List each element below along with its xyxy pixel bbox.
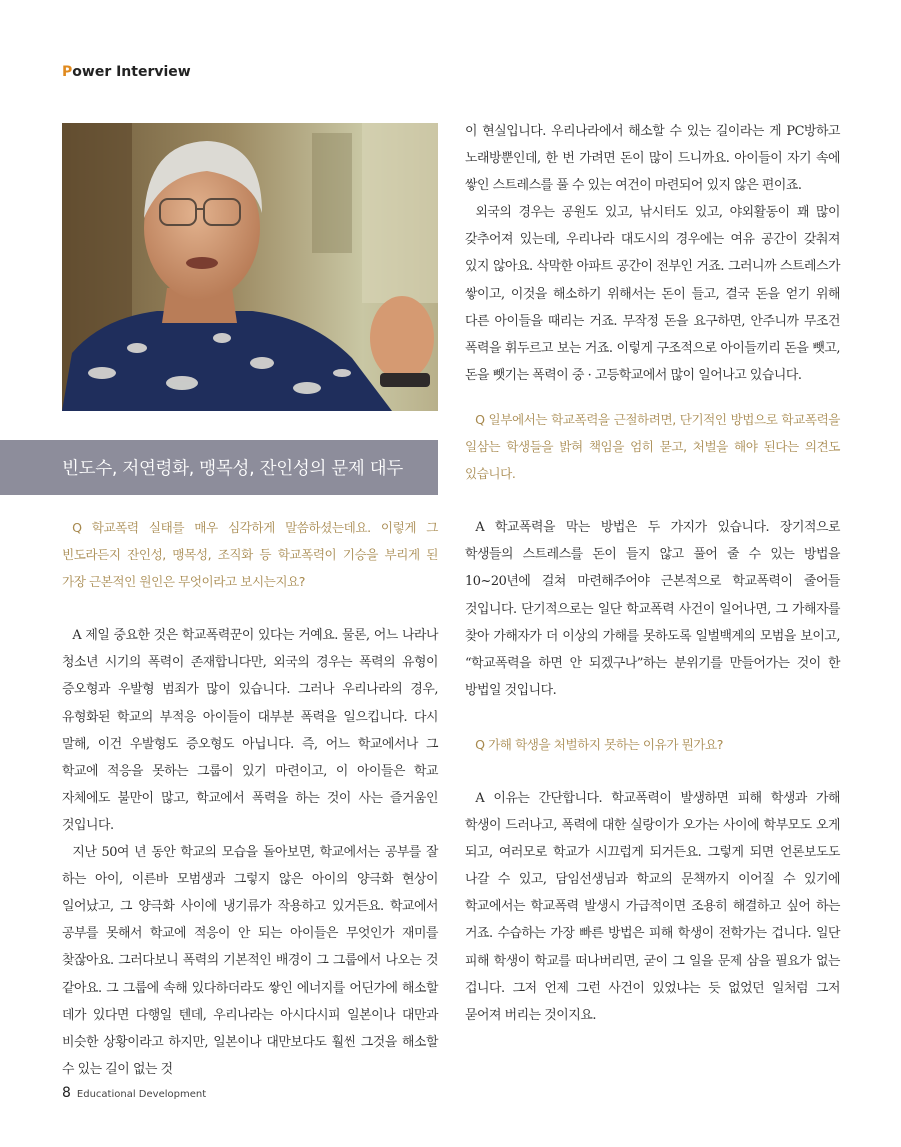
page-number: 8 bbox=[62, 1085, 71, 1101]
question-1: Q 학교폭력 실태를 매우 심각하게 말씀하셨는데요. 이렇게 그 빈도라든지 잔인성, 맹목성, 조직화 등 학교폭력이 기승을 부리게 된 가장 근본적인 원인은 무엇이라고 보시는지요? bbox=[62, 520, 438, 590]
answer-1-paragraph-1: A 제일 중요한 것은 학교폭력꾼이 있다는 거예요. 물론, 어느 나라나 청소년 시기의 폭력이 존재합니다만, 외국의 경우는 폭력의 유형이 증오형과 우발형 범죄가 많이 있습니다. 그러나 우리나라의 경우, 유형화된 학교의 부적응 아이들이 대부분 폭력을 일으킵니다. 다시 말해, 이건 우발형도 증오형도 아닙니다. 즉, 어느 학교에서나 그 학교에 적응을 못하는 그룹이 있기 마련이고, 이 아이들은 학교 자체에도 불만이 많고, 학교에서 폭력을 하는 것이 사는 즐거움인 것입니다. bbox=[62, 628, 438, 833]
page-footer bbox=[62, 1082, 206, 1101]
left-column bbox=[62, 514, 438, 1083]
publication-name: Educational Development bbox=[76, 1089, 207, 1100]
section-title-bar bbox=[0, 440, 438, 495]
right-column bbox=[465, 118, 840, 1029]
question-3: Q 가해 학생을 처벌하지 못하는 이유가 뭔가요? bbox=[475, 736, 723, 752]
interviewee-photo bbox=[62, 123, 438, 411]
running-header bbox=[62, 64, 191, 80]
answer-1-paragraph-2: 지난 50여 년 동안 학교의 모습을 돌아보면, 학교에서는 공부를 잘 하는 아이, 이른바 모범생과 그렇지 않은 아이의 양극화 현상이 일어났고, 그 양극화 사이에 냉기류가 작용하고 있거든요. 학교에서 공부를 못해서 학교에 적응이 안 되는 아이들은 무엇인가 재미를 찾잖아요. 그러다보니 폭력의 기본적인 배경이 그 그룹에서 나오는 것 같아요. 그 그룹에 속해 있다하더라도 쌓인 에너지를 어딘가에 해소할 데가 있다면 다행일 텐데, 우리나라는 아시다시피 일본이나 대만과 비슷한 상황이라고 하지만, 일본이나 대만보다도 훨씬 그것을 해소할 수 있는 길이 없는 것 bbox=[62, 845, 438, 1077]
answer-3: A 이유는 간단합니다. 학교폭력이 발생하면 피해 학생과 가해 학생이 드러나고, 폭력에 대한 실랑이가 오가는 사이에 학부모도 오게 되고, 여러모로 학교가 시끄럽게 되거든요. 그렇게 되면 언론보도도 나갈 수 있고, 담임선생님과 학교의 문책까지 이어질 수 있기에 학교에서는 학교폭력 발생시 가급적이면 조용히 해결하고 싶어 하는 거죠. 수습하는 가장 빠른 방법은 피해 학생이 전학가는 겁니다. 일단 피해 학생이 학교를 떠나버리면, 굳이 그 일을 문제 삼을 필요가 없는 겁니다. 그저 언제 그런 사건이 있었냐는 듯 없었던 일처럼 그저 묻어져 버리는 것이지요. bbox=[465, 790, 840, 1023]
header-text: ower Interview bbox=[72, 64, 191, 80]
header-initial: P bbox=[62, 64, 73, 80]
question-2: Q 일부에서는 학교폭력을 근절하려면, 단기적인 방법으로 학교폭력을 일삼는 학생들을 밝혀 책임을 엄히 묻고, 처벌을 해야 된다는 의견도 있습니다. bbox=[465, 411, 840, 482]
section-title: 빈도수, 저연령화, 맹목성, 잔인성의 문제 대두 bbox=[62, 459, 403, 479]
answer-1-continued-2: 외국의 경우는 공원도 있고, 낚시터도 있고, 야외활동이 꽤 많이 갖추어져 있는데, 우리나라 대도시의 경우에는 여유 공간이 갖춰져 있지 않아요. 삭막한 아파트 공간이 전부인 거죠. 그러니까 스트레스가 쌓이고, 이것을 해소하기 위해서는 돈이 들고, 결국 돈을 얻기 위해 다른 아이들을 때리는 거죠. 무작정 돈을 요구하면, 안주니까 무조건 폭력을 휘두르고 보는 거죠. 이렇게 구조적으로 아이들끼리 돈을 뺏고, 돈을 뺏기는 폭력이 중 · 고등학교에서 많이 일어나고 있습니다. bbox=[465, 205, 840, 383]
answer-1-continued-1: 이 현실입니다. 우리나라에서 해소할 수 있는 길이라는 게 PC방하고 노래방뿐인데, 한 번 가려면 돈이 많이 드니까요. 아이들이 자기 속에 쌓인 스트레스를 풀 수 있는 여건이 마련되어 있지 않은 편이죠. bbox=[465, 124, 840, 194]
answer-2: A 학교폭력을 막는 방법은 두 가지가 있습니다. 장기적으로 학생들의 스트레스를 돈이 들지 않고 풀어 줄 수 있는 방법을 10~20년에 걸쳐 마련해주어야 근본적으로 학교폭력이 줄어들 것입니다. 단기적으로는 일단 학교폭력 사건이 일어나면, 그 가해자를 찾아 가해자가 더 이상의 가해를 못하도록 일벌백계의 모범을 보이고, “학교폭력을 하면 안 되겠구나”하는 분위기를 만들어가는 것이 한 방법일 것입니다. bbox=[465, 520, 840, 698]
